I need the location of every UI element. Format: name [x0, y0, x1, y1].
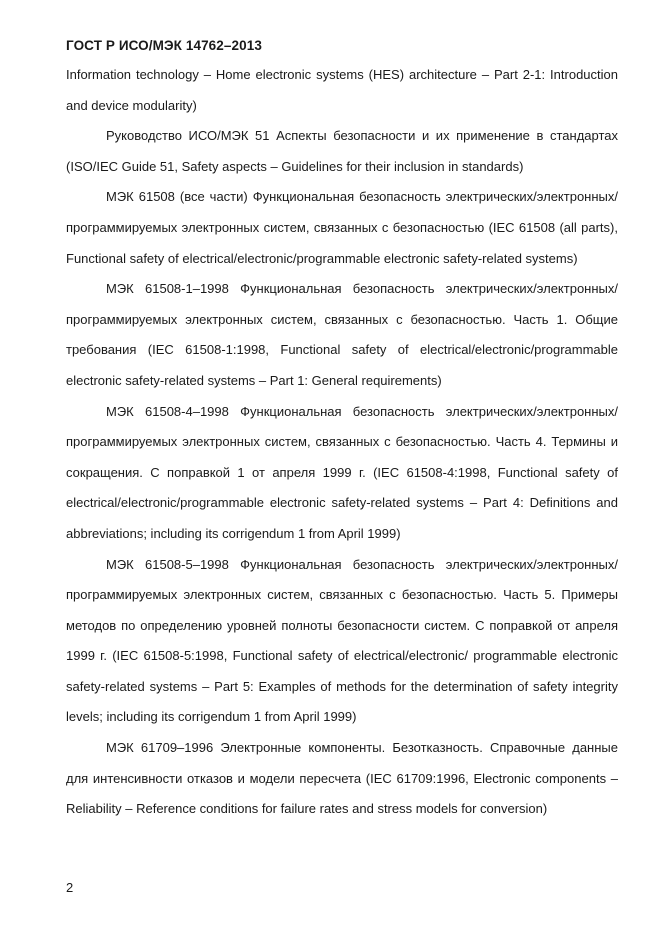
reference-iec-61508: МЭК 61508 (все части) Функциональная безопасность электрических/электронных/программируемых электронных систем, связанных с безопасностью (IEC 61508 (all parts), Functional safety of electrical/electronic/programmable electronic safety-related systems): [66, 189, 618, 266]
reference-iso-iec-guide-51: Руководство ИСО/МЭК 51 Аспекты безопасности и их применение в стандартах (ISO/IEC Guide 51, Safety aspects – Guidelines for their inclusion in standards): [66, 128, 618, 174]
document-header: ГОСТ Р ИСО/МЭК 14762–2013: [66, 38, 262, 53]
page-number: 2: [66, 880, 74, 895]
reference-iec-61508-1: МЭК 61508-1–1998 Функциональная безопасность электрических/электронных/ программируемых электронных систем, связанных с безопасностью. Часть 1. Общие требования (IEC 61508-1:1998, Functional safety of electrical/electronic/programmable electronic safety-related systems – Part 1: General requirements): [66, 281, 618, 388]
reference-iec-61508-5: МЭК 61508-5–1998 Функциональная безопасность электрических/электронных/ программируемых электронных систем, связанных с безопасностью. Часть 5. Примеры методов по определению уровней полноты безопасности систем. С поправкой от апреля 1999 г. (IEC 61508-5:1998, Functional safety of electrical/electronic/ programmable electronic safety-related systems – Part 5: Examples of methods for the determination of safety integrity levels; including its corrigendum 1 from April 1999): [66, 556, 618, 725]
reference-iec-61709: МЭК 61709–1996 Электронные компоненты. Безотказность. Справочные данные для интенсивности отказов и модели пересчета (IEC 61709:1996, Electronic components – Reliability – Reference conditions for failure rates and stress models for conversion): [66, 740, 618, 817]
document-body: [66, 60, 618, 825]
reference-continuation: Information technology – Home electronic systems (HES) architecture – Part 2-1: Introduction and device modularity): [66, 67, 618, 113]
reference-iec-61508-4: МЭК 61508-4–1998 Функциональная безопасность электрических/электронных/ программируемых электронных систем, связанных с безопасностью. Часть 4. Термины и сокращения. С поправкой 1 от апреля 1999 г. (IEC 61508-4:1998, Functional safety of electrical/electronic/programmable electronic safety-related systems – Part 4: Definitions and abbreviations; including its corrigendum 1 from April 1999): [66, 403, 618, 541]
